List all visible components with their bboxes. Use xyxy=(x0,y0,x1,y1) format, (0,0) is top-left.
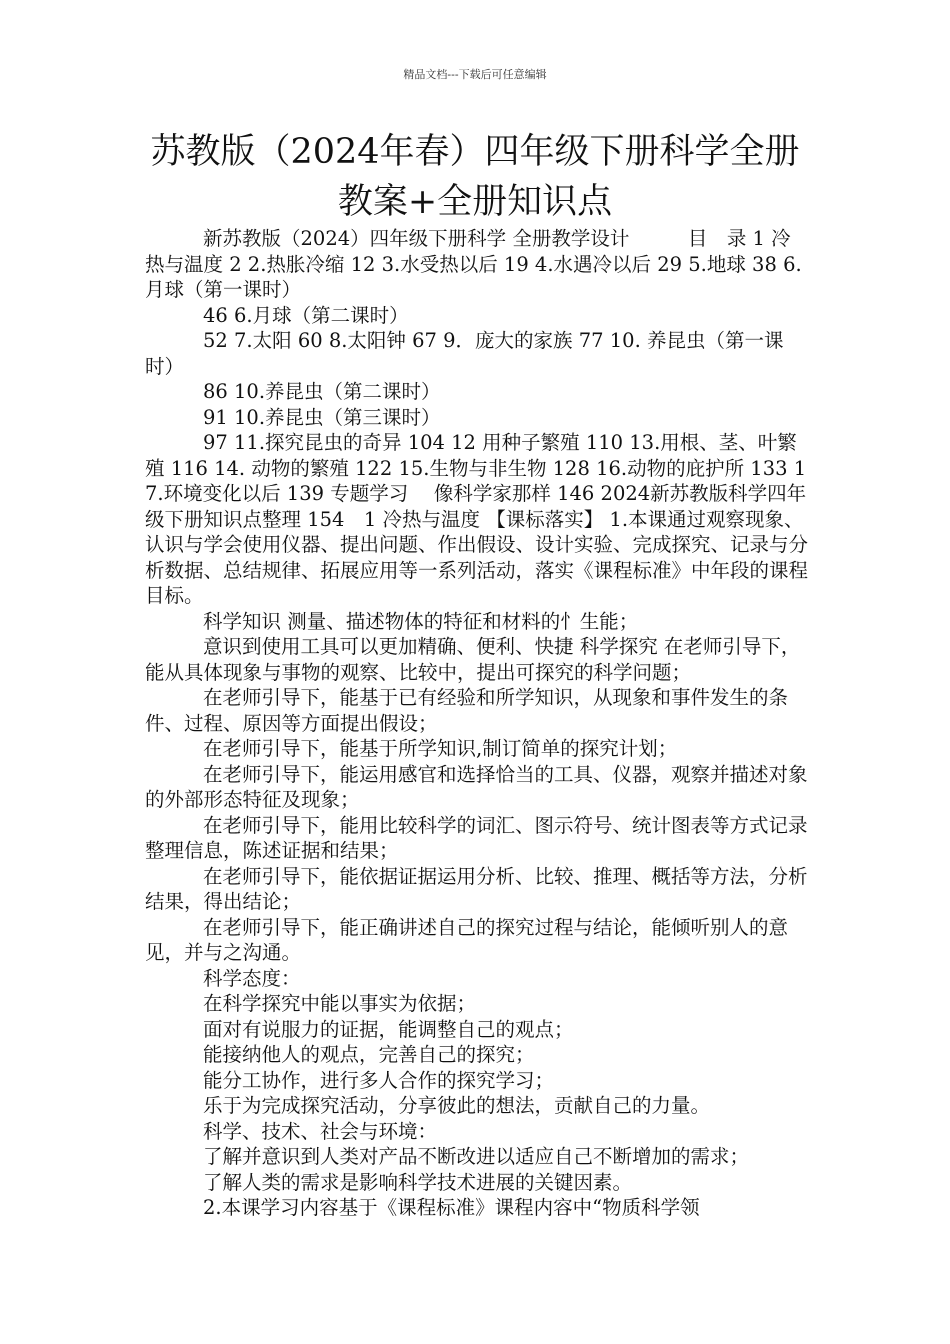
section-heading: 科学、技术、社会与环境： xyxy=(203,1119,438,1143)
body-paragraph: 在老师引导下，能依据证据运用分析、比较、推理、概括等方法，分析结果，得出结论； xyxy=(145,864,808,913)
body-paragraph: 能分工协作，进行多人合作的探究学习； xyxy=(203,1068,555,1092)
toc-line: 46 6.月球（第二课时） xyxy=(203,303,409,327)
body-paragraph: 在老师引导下，能基于所学知识,制订简单的探究计划； xyxy=(203,737,678,760)
body-paragraph: 意识到使用工具可以更加精确、便利、快捷 科学探究 在老师引导下，能从具体现象与事物的观察、比较中，提出可探究的科学问题； xyxy=(145,635,801,684)
page-header: 精品文档---下载后可任意编辑 xyxy=(403,68,547,81)
body-paragraph: 科学知识 测量、描述物体的特征和材料的忄生能； xyxy=(203,609,639,633)
body-paragraph: 乐于为完成探究活动，分享彼此的想法，贡献自己的力量。 xyxy=(203,1094,711,1117)
body-paragraph: 在老师引导下，能运用感官和选择恰当的工具、仪器，观察并描述对象的外部形态特征及现象； xyxy=(145,762,808,811)
body-paragraph: 了解人类的需求是影响科学技术进展的关键因素。 xyxy=(203,1170,633,1194)
body-paragraph: 面对有说服力的证据，能调整自己的观点； xyxy=(203,1017,574,1041)
toc-line: 52 7.太阳 60 8.太阳钟 67 9．庞大的家族 77 10. 养昆虫（第一课时） xyxy=(145,329,784,378)
document-body xyxy=(145,226,810,1221)
body-paragraph: 在科学探究中能以事实为依据； xyxy=(203,992,477,1015)
toc-line: 91 10.养昆虫（第三课时） xyxy=(203,405,441,429)
body-paragraph: 在老师引导下，能基于已有经验和所学知识，从现象和事件发生的条件、过程、原因等方面提出假设； xyxy=(145,686,789,735)
body-paragraph: 了解并意识到人类对产品不断改进以适应自己不断增加的需求； xyxy=(203,1145,750,1168)
toc-line: 86 10.养昆虫（第二课时） xyxy=(203,380,441,403)
body-paragraph: 在老师引导下，能用比较科学的词汇、图示符号、统计图表等方式记录整理信息，陈述证据和结果； xyxy=(145,813,808,862)
body-paragraph: 2.本课学习内容基于《课程标准》课程内容中“物质科学领 xyxy=(203,1196,700,1219)
section-heading: 科学态度： xyxy=(203,966,301,990)
toc-paragraph: 新苏教版（2024）四年级下册科学 全册教学设计 目 录 1 冷热与温度 2 2.热胀冷缩 12 3.水受热以后 19 4.水遇冷以后 29 5.地球 38 6.月球（第一课时） xyxy=(145,227,802,301)
document-title-line-1: 苏教版（2024年春）四年级下册科学全册 xyxy=(150,132,800,172)
body-paragraph: 在老师引导下，能正确讲述自己的探究过程与结论，能倾听别人的意见，并与之沟通。 xyxy=(145,915,789,964)
document-title-line-2: 教案+全册知识点 xyxy=(337,182,613,222)
toc-paragraph: 97 11.探究昆虫的奇异 104 12 用种子繁殖 110 13.用根、茎、叶繁殖 116 14. 动物的繁殖 122 15.生物与非生物 128 16.动物的庇护所 133 17.环境变化以后 139 专题学习 像科学家那样 146 2024新苏教版科学四年级下册知识点整理 154 1 冷热与温度 【课标落实】 1.本课通过观察现象、认识与学会使用仪器、提出问题、作出假设、设计实验、完成探究、记录与分析数据、总结规律、拓展应用等一系列活动，落实《课程标准》中年段的课程目标。 xyxy=(145,431,809,607)
body-paragraph: 能接纳他人的观点，完善自己的探究； xyxy=(203,1043,535,1066)
